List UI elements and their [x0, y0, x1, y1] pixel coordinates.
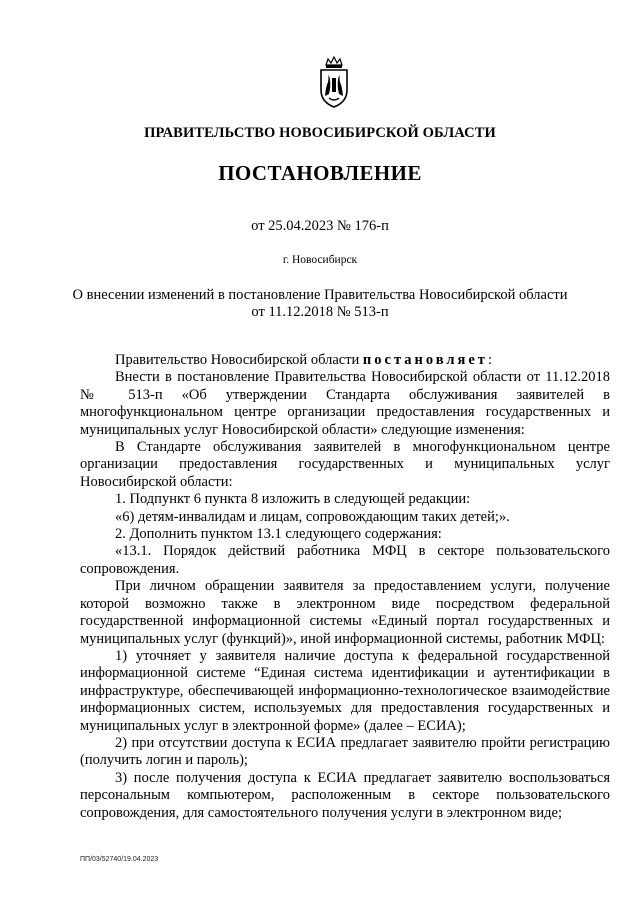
date-number-line: от 25.04.2023 № 176-п [251, 218, 389, 234]
resolves-keyword: постановляет [362, 352, 488, 368]
paragraph-item-2: 2. Дополнить пунктом 13.1 следующего содержания: [115, 526, 442, 543]
document-type: ПОСТАНОВЛЕНИЕ [218, 161, 422, 185]
paragraph-resolves [80, 352, 610, 369]
authority-title: ПРАВИТЕЛЬСТВО НОВОСИБИРСКОЙ ОБЛАСТИ [144, 125, 496, 141]
paragraph-subitem-3: 3) после получения доступа к ЕСИА предлагает заявителю воспользоваться персональным компьютером, расположенным в секторе пользовательского сопровождения, для самостоятельного получения услуги в электронном виде; [80, 769, 610, 821]
resolves-colon: : [487, 352, 492, 368]
paragraph-amend: Внести в постановление Правительства Новосибирской области от 11.12.2018 № 513-п «Об утверждении Стандарта обслуживания заявителей в многофункциональном центре организации предоставления государственных и муниципальных услуг Новосибирской области» следующие изменения: [80, 369, 610, 438]
paragraph-item-1-text: «6) детям-инвалидам и лицам, сопровождающим таких детей;». [115, 508, 510, 525]
paragraph-subitem-1: 1) уточняет у заявителя наличие доступа к федеральной государственной информационной системе “Единая система идентификации и аутентификации в инфраструктуре, обеспечивающей информационно-технологическое взаимодействие информационных систем, используемых для предоставления государственных и муниципальных услуг в электронной форме» (далее – ЕСИА); [80, 647, 610, 734]
footer-code: ПП/03/52740/19.04.2023 [80, 856, 159, 863]
paragraph-13-1: «13.1. Порядок действий работника МФЦ в секторе пользовательского сопровождения. [80, 543, 610, 577]
paragraph-subitem-2: 2) при отсутствии доступа к ЕСИА предлагает заявителю пройти регистрацию (получить логин и пароль); [80, 734, 610, 769]
paragraph-personal-appeal: При личном обращении заявителя за предоставлением услуги, получение которой возможно также в электронном виде посредством федеральной государственной информационной системы «Единый портал государственных и муниципальных услуг (функций)», иной информационной системы, работник МФЦ: [80, 578, 610, 647]
paragraph-standard: В Стандарте обслуживания заявителей в многофункциональном центре организации предоставления государственных и муниципальных услуг Новосибирской области: [80, 439, 610, 490]
subject-line-2: от 11.12.2018 № 513-п [251, 304, 389, 320]
paragraph-item-1: 1. Подпункт 6 пункта 8 изложить в следующей редакции: [115, 491, 471, 508]
document-subject [60, 287, 580, 321]
city-line: г. Новосибирск [282, 254, 358, 266]
document-body [80, 352, 610, 822]
coat-of-arms-icon [317, 56, 351, 110]
subject-line-1: О внесении изменений в постановление Правительства Новосибирской области [72, 287, 568, 303]
resolves-text: Правительство Новосибирской области [115, 352, 363, 368]
